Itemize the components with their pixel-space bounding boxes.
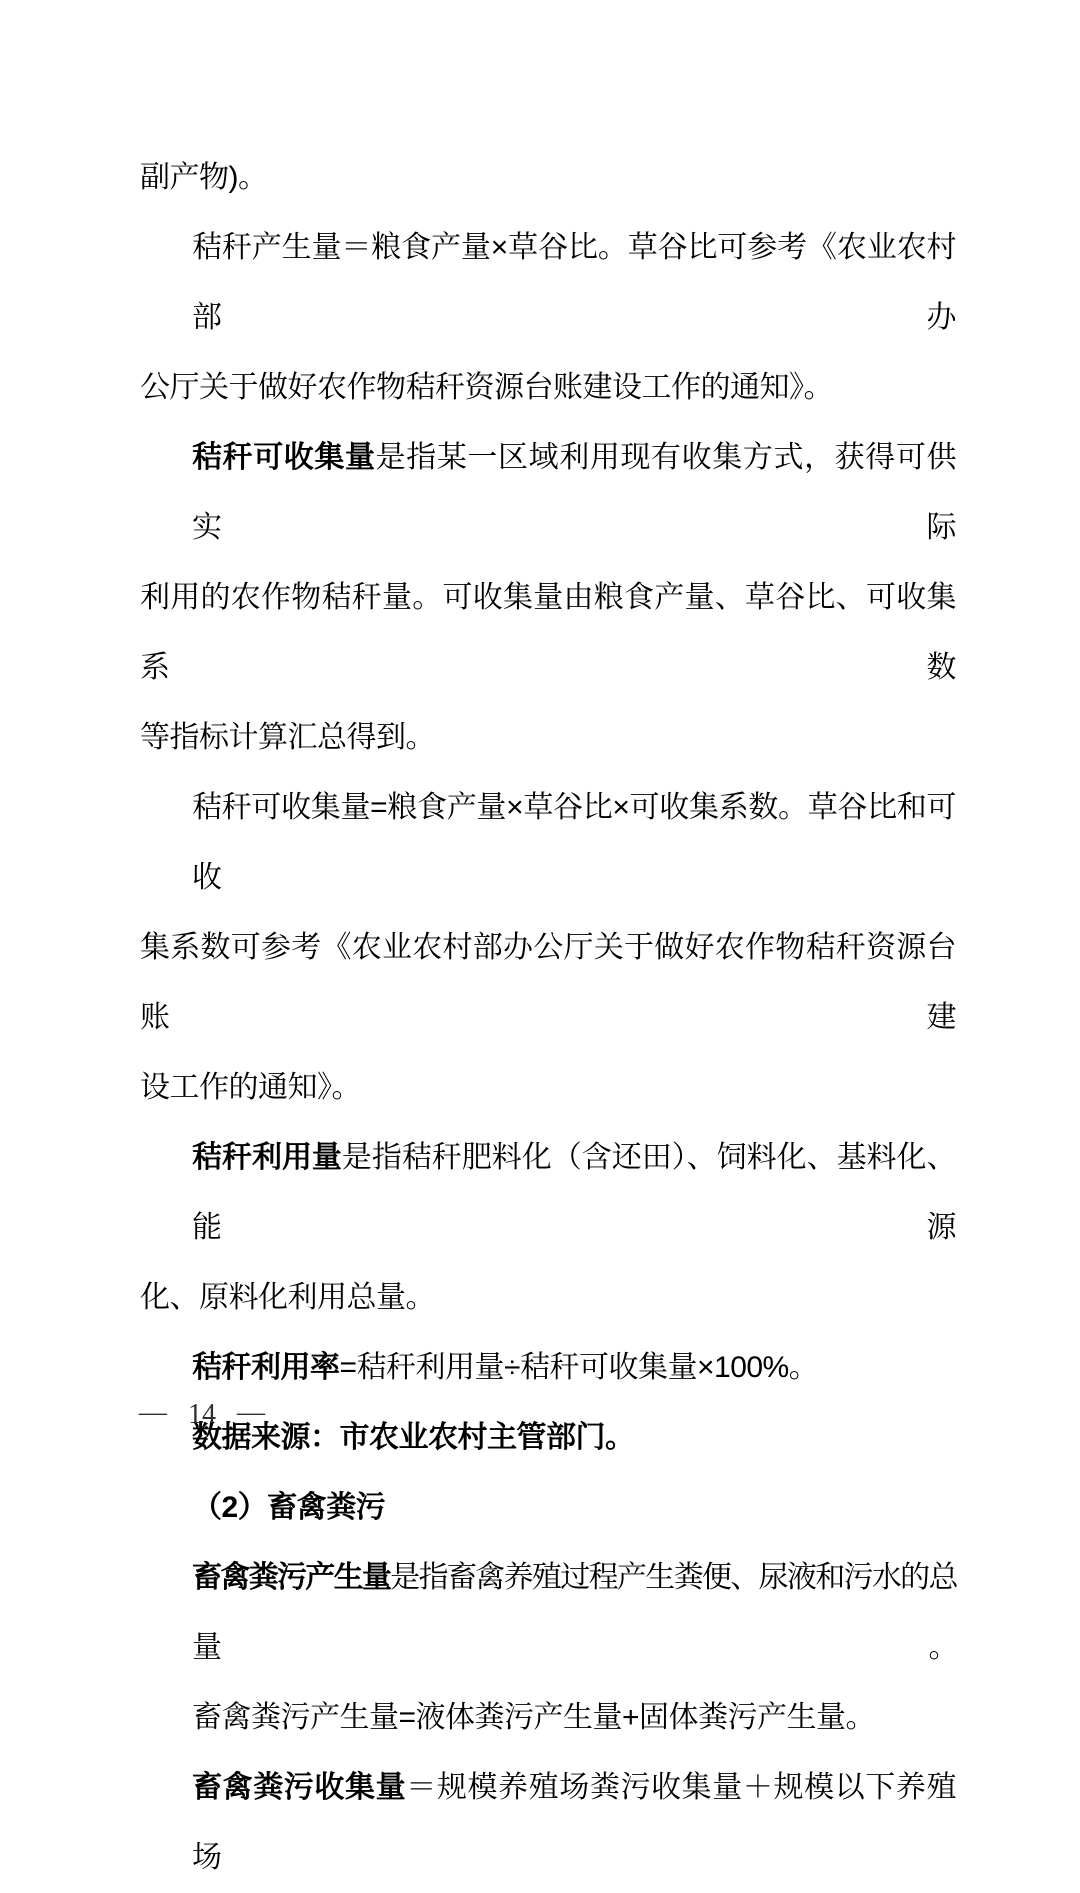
document-line-formula-straw-production [140, 213, 956, 353]
document-line-formula-collectable-straw [140, 773, 956, 913]
line-text: 集系数可参考《农业农村部办公厅关于做好农作物秸秆资源台账建 [140, 931, 956, 1034]
document-line-formula-manure-collection [140, 1753, 956, 1893]
document-line [140, 353, 956, 423]
document-line-formula-straw-utilization-rate [140, 1333, 956, 1403]
line-text: 秸秆产生量＝粮食产量×草谷比。草谷比可参考《农业农村部办 [192, 231, 956, 334]
line-text: 利用的农作物秸秆量。可收集量由粮食产量、草谷比、可收集系数 [140, 581, 956, 684]
line-text: 公厅关于做好农作物秸秆资源台账建设工作的通知》。 [140, 371, 833, 404]
line-text: 设工作的通知》。 [140, 1071, 361, 1104]
document-line-formula-manure-production [140, 1683, 956, 1753]
document-line [140, 703, 956, 773]
document-line [140, 913, 956, 1053]
document-line [140, 563, 956, 703]
bold-term: 畜禽粪污产生量 [192, 1561, 391, 1594]
line-text: 副产物)。 [140, 161, 268, 194]
document-line-term-straw-utilization [140, 1123, 956, 1263]
bold-term: （2）畜禽粪污 [192, 1491, 386, 1524]
line-text: ＝规模养殖场粪污收集量＋规模以下养殖场 [192, 1771, 957, 1874]
line-text: 化、原料化利用总量。 [140, 1281, 435, 1314]
document-line [140, 1263, 956, 1333]
line-text: 是指畜禽养殖过程产生粪便、尿液和污水的总量。 [192, 1561, 957, 1664]
document-body-text [140, 143, 956, 1893]
document-line-term-collectable-straw [140, 423, 956, 563]
line-text: 畜禽粪污产生量=液体粪污产生量+固体粪污产生量。 [192, 1701, 876, 1734]
line-text: 等指标计算汇总得到。 [140, 721, 435, 754]
bold-term: 秸秆利用率 [192, 1351, 340, 1384]
bold-term: 数据来源：市农业农村主管部门。 [192, 1421, 635, 1454]
bold-term: 畜禽粪污收集量 [192, 1771, 407, 1804]
footer-left-dash: — [139, 1397, 167, 1428]
line-text: 是指某一区域利用现有收集方式，获得可供实际 [192, 441, 956, 544]
page-number: 14 [188, 1399, 216, 1430]
document-line [140, 1053, 956, 1123]
line-text: 是指秸秆肥料化（含还田）、饲料化、基料化、能源 [192, 1141, 957, 1244]
bold-term: 秸秆利用量 [192, 1141, 342, 1174]
line-text: =秸秆利用量÷秸秆可收集量×100%。 [339, 1351, 819, 1384]
section-heading-livestock-manure [140, 1473, 956, 1543]
document-line-term-manure-production [140, 1543, 956, 1683]
line-text: 秸秆可收集量=粮食产量×草谷比×可收集系数。草谷比和可收 [192, 791, 956, 894]
bold-term: 秸秆可收集量 [192, 441, 376, 474]
document-line [140, 143, 956, 213]
footer-right-dash: — [237, 1397, 265, 1428]
page-footer [139, 1399, 265, 1431]
